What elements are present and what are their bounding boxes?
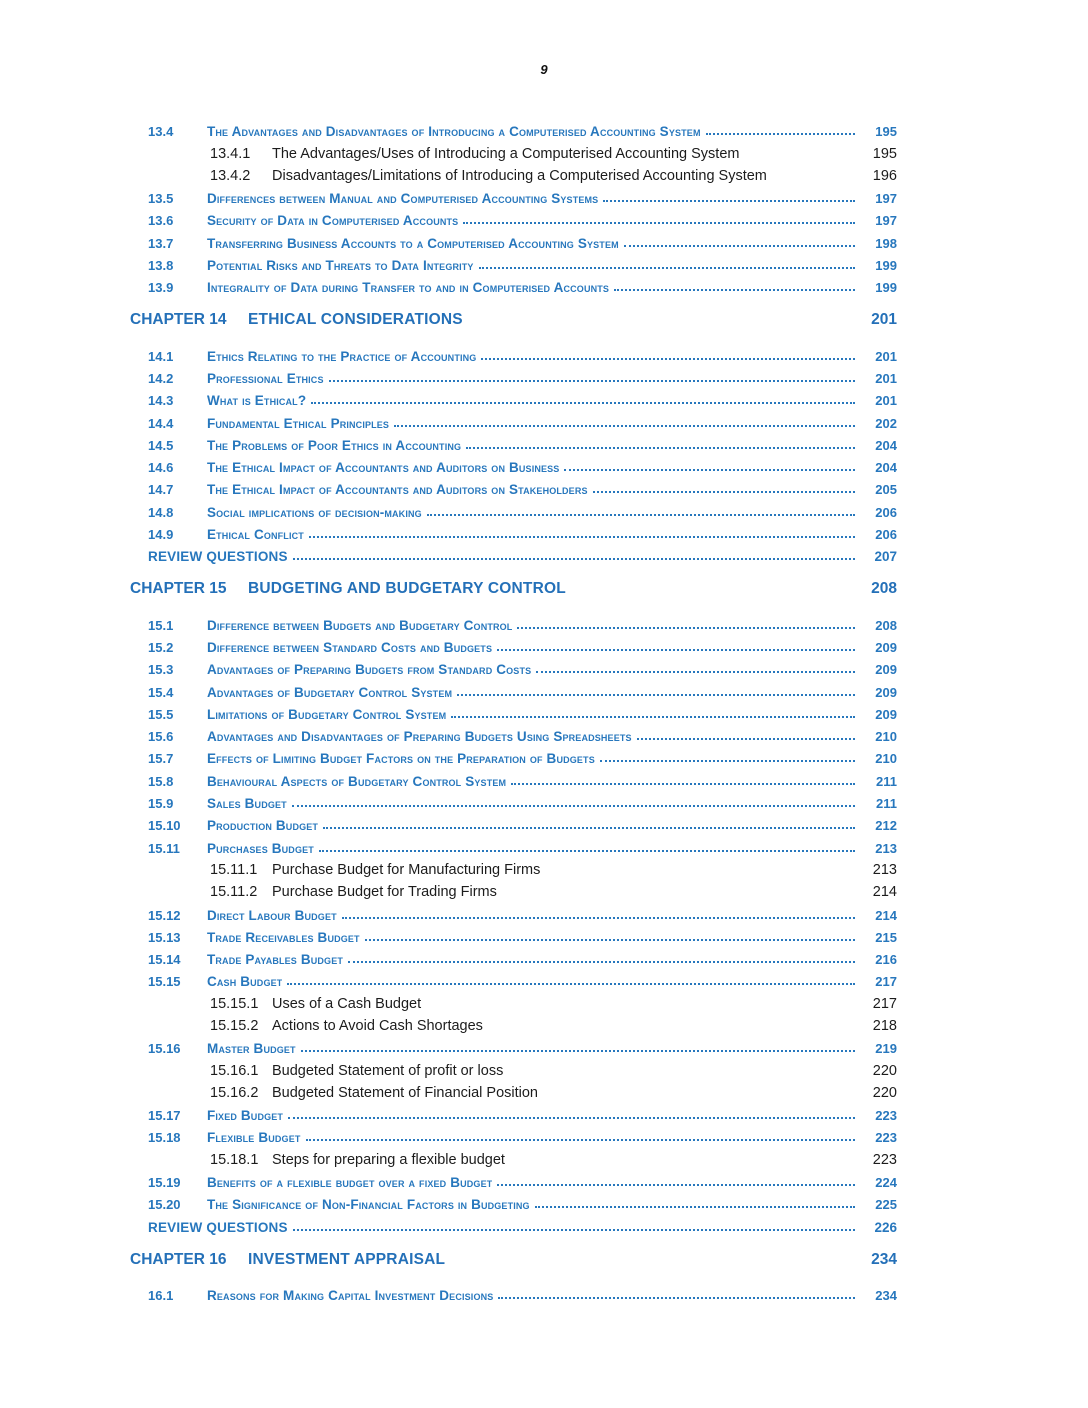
dotted-leader [593, 491, 855, 493]
dotted-leader [293, 558, 855, 560]
toc-entry [130, 969, 897, 991]
toc-entry-number: 15.10 [148, 818, 181, 834]
toc-entry-number: 15.18 [148, 1130, 181, 1146]
toc-entry-number: 13.4 [148, 124, 174, 140]
toc-entry-title: Ethics Relating to the Practice of Accounting [207, 348, 477, 364]
toc-subentry [130, 1147, 897, 1169]
toc-entry-title: Limitations of Budgetary Control System [207, 706, 447, 722]
toc-entry [130, 1192, 897, 1214]
toc-entry-title: Behavioural Aspects of Budgetary Control System [207, 773, 507, 789]
toc-entry-number: 14.6 [148, 460, 174, 476]
toc-entry-page: 234 [875, 1287, 897, 1303]
toc-subentry-page: 195 [872, 145, 897, 162]
toc-subentry-number: 15.16.2 [210, 1084, 259, 1101]
toc-entry-number: 15.4 [148, 684, 174, 700]
toc-entry-title: Advantages of Budgetary Control System [207, 684, 453, 700]
chapter-label: CHAPTER 15 [130, 580, 227, 598]
toc-subentry-page: 218 [872, 1017, 897, 1034]
dotted-leader [365, 939, 855, 941]
dotted-leader [536, 671, 855, 673]
toc-entry-number: 14.7 [148, 482, 174, 498]
toc-subentry-number: 15.16.1 [210, 1062, 259, 1079]
dotted-leader [466, 447, 855, 449]
toc-entry-title: Master Budget [207, 1041, 296, 1057]
dotted-leader [427, 514, 855, 516]
dotted-leader [342, 917, 855, 919]
toc-entry [130, 612, 897, 634]
chapter-page: 234 [871, 1250, 897, 1268]
toc-entry-title: Production Budget [207, 818, 319, 834]
toc-entry-page: 210 [875, 751, 897, 767]
review-questions-page: 226 [874, 1219, 897, 1235]
toc-entry-number: 14.4 [148, 415, 174, 431]
toc-entry-title: Purchases Budget [207, 840, 314, 856]
toc-subentry-title: Budgeted Statement of Financial Position [272, 1084, 538, 1101]
dotted-leader [311, 402, 855, 404]
toc-entry [130, 791, 897, 813]
dotted-leader [323, 827, 855, 829]
toc-entry-page: 204 [875, 460, 897, 476]
toc-entry [130, 679, 897, 701]
toc-entry-number: 15.16 [148, 1041, 181, 1057]
toc-entry-title: Cash Budget [207, 974, 283, 990]
toc-entry-title: Advantages of Preparing Budgets from Standard Costs [207, 662, 532, 678]
toc-entry-number: 15.13 [148, 929, 181, 945]
toc-subentry-title: Uses of a Cash Budget [272, 995, 422, 1012]
toc-subentry-title: Steps for preparing a flexible budget [272, 1151, 505, 1168]
toc-entry [130, 343, 897, 365]
toc-entry-number: 15.17 [148, 1108, 181, 1124]
chapter-title: ETHICAL CONSIDERATIONS [248, 311, 463, 329]
toc-entry-page: 223 [875, 1108, 897, 1124]
toc-entry-page: 209 [875, 662, 897, 678]
toc-entry-title: Ethical Conflict [207, 527, 304, 543]
toc-entry [130, 433, 897, 455]
toc-subentry-number: 13.4.1 [210, 145, 251, 162]
toc-entry-title: Reasons for Making Capital Investment Decisions [207, 1287, 494, 1303]
toc-entry [130, 1036, 897, 1058]
dotted-leader [293, 1229, 855, 1231]
toc-entry-page: 211 [876, 773, 897, 789]
toc-entry-page: 202 [875, 415, 897, 431]
dotted-leader [481, 358, 855, 360]
toc-entry [130, 835, 897, 857]
dotted-leader [394, 425, 855, 427]
toc-entry [130, 388, 897, 410]
toc-subentry-number: 15.11.1 [210, 861, 258, 878]
review-questions-label: REVIEW QUESTIONS [148, 1219, 288, 1235]
dotted-leader [535, 1206, 855, 1208]
toc-entry-number: 15.9 [148, 796, 174, 812]
toc-entry [130, 1283, 897, 1305]
toc-subentry-number: 15.11.2 [210, 884, 258, 901]
dotted-leader [517, 627, 855, 629]
toc-entry-title: Direct Labour Budget [207, 907, 337, 923]
toc-entry-page: 214 [875, 907, 897, 923]
toc-subentry-title: Disadvantages/Limitations of Introducing a Computerised Accounting System [272, 167, 767, 184]
dotted-leader [301, 1050, 855, 1052]
toc-entry-number: 15.5 [148, 706, 174, 722]
toc-entry-number: 15.11 [148, 840, 180, 856]
toc-entry-number: 15.15 [148, 974, 181, 990]
toc-entry-page: 213 [875, 840, 897, 856]
toc-entry [130, 635, 897, 657]
toc-entry-title: The Significance of Non-Financial Factors in Budgeting [207, 1197, 530, 1213]
toc-entry [130, 657, 897, 679]
toc-entry-page: 209 [875, 684, 897, 700]
dotted-leader [292, 805, 855, 807]
toc-chapter-heading [130, 576, 897, 600]
toc-entry-number: 14.2 [148, 370, 174, 386]
toc-entry-page: 217 [875, 974, 897, 990]
toc-entry-number: 14.3 [148, 393, 174, 409]
toc-entry-title: Professional Ethics [207, 370, 324, 386]
toc-entry-number: 13.8 [148, 258, 174, 274]
toc-entry [130, 746, 897, 768]
dotted-leader [288, 1117, 855, 1119]
toc-entry-page: 215 [875, 929, 897, 945]
toc-entry-title: Social implications of decision-making [207, 504, 422, 520]
toc-subentry-number: 15.15.2 [210, 1017, 259, 1034]
chapter-label: CHAPTER 14 [130, 311, 227, 329]
toc-subentry-page: 196 [872, 167, 897, 184]
toc-subentry-title: Purchase Budget for Manufacturing Firms [272, 861, 541, 878]
toc-entry-page: 208 [875, 617, 897, 633]
dotted-leader [614, 289, 855, 291]
page-number: 9 [540, 62, 548, 77]
dotted-leader [497, 649, 855, 651]
dotted-leader [497, 1184, 855, 1186]
toc-entry-page: 197 [875, 191, 897, 207]
toc-entry-page: 211 [876, 796, 897, 812]
toc-entry-page: 210 [875, 729, 897, 745]
toc-review-questions-entry [130, 544, 897, 566]
toc-entry [130, 410, 897, 432]
toc-subentry-page: 214 [872, 884, 897, 901]
toc-entry-title: Integrality of Data during Transfer to and in Computerised Accounts [207, 280, 610, 296]
toc-entry-title: The Ethical Impact of Accountants and Auditors on Stakeholders [207, 482, 588, 498]
toc-entry-page: 201 [875, 370, 897, 386]
toc-entry-page: 201 [875, 348, 897, 364]
toc-entry-number: 15.1 [148, 617, 174, 633]
toc-entry [130, 208, 897, 230]
toc-subentry-title: Budgeted Statement of profit or loss [272, 1062, 504, 1079]
toc-subentry [130, 1081, 897, 1103]
toc-entry-title: Trade Receivables Budget [207, 929, 360, 945]
toc-entry-page: 206 [875, 504, 897, 520]
toc-entry-title: Effects of Limiting Budget Factors on the Preparation of Budgets [207, 751, 595, 767]
toc-entry-page: 204 [875, 437, 897, 453]
toc-entry-page: 224 [875, 1175, 897, 1191]
toc-subentry [130, 880, 897, 902]
toc-subentry-page: 223 [872, 1151, 897, 1168]
toc-entry-title: The Advantages and Disadvantages of Introducing a Computerised Accounting System [207, 124, 701, 140]
toc-entry-number: 15.7 [148, 751, 174, 767]
toc-entry-number: 15.14 [148, 952, 181, 968]
toc-entry-page: 212 [875, 818, 897, 834]
toc-subentry [130, 1014, 897, 1036]
dotted-leader [600, 760, 855, 762]
dotted-leader [498, 1297, 855, 1299]
chapter-title: INVESTMENT APPRAISAL [248, 1250, 446, 1268]
toc-entry-title: What is Ethical? [207, 393, 307, 409]
toc-entry-title: Fundamental Ethical Principles [207, 415, 390, 431]
chapter-page: 208 [871, 580, 897, 598]
toc-entry-number: 13.6 [148, 213, 174, 229]
dotted-leader [603, 200, 855, 202]
toc-subentry-page: 213 [872, 861, 897, 878]
toc-entry-title: Difference between Budgets and Budgetary Control [207, 617, 513, 633]
toc-subentry [130, 991, 897, 1013]
toc-entry-title: The Problems of Poor Ethics in Accounting [207, 437, 462, 453]
toc-entry-page: 225 [875, 1197, 897, 1213]
toc-entry-title: Benefits of a flexible budget over a fixed Budget [207, 1175, 493, 1191]
dotted-leader [463, 222, 855, 224]
toc-entry [130, 522, 897, 544]
dotted-leader [457, 694, 855, 696]
toc-entry-title: The Ethical Impact of Accountants and Auditors on Business [207, 460, 560, 476]
review-questions-label: REVIEW QUESTIONS [148, 549, 288, 565]
toc-entry-title: Advantages and Disadvantages of Preparing Budgets Using Spreadsheets [207, 729, 632, 745]
toc-list [130, 119, 897, 1305]
toc-entry-page: 201 [875, 393, 897, 409]
toc-entry-number: 15.6 [148, 729, 174, 745]
dotted-leader [479, 267, 855, 269]
toc-entry-page: 199 [875, 280, 897, 296]
toc-entry-page: 209 [875, 639, 897, 655]
dotted-leader [706, 133, 855, 135]
toc-entry-number: 15.2 [148, 639, 174, 655]
toc-entry [130, 230, 897, 252]
toc-entry-title: Flexible Budget [207, 1130, 301, 1146]
toc-entry-page: 199 [875, 258, 897, 274]
toc-entry [130, 925, 897, 947]
toc-entry-number: 15.19 [148, 1175, 181, 1191]
toc-entry-number: 15.12 [148, 907, 181, 923]
toc-entry [130, 947, 897, 969]
toc-entry-title: Fixed Budget [207, 1108, 284, 1124]
toc-subentry-number: 15.15.1 [210, 995, 259, 1012]
dotted-leader [348, 961, 855, 963]
toc-entry [130, 477, 897, 499]
toc-entry [130, 253, 897, 275]
toc-entry-title: Sales Budget [207, 796, 287, 812]
toc-entry-number: 14.1 [148, 348, 174, 364]
dotted-leader [329, 380, 855, 382]
dotted-leader [319, 850, 855, 852]
toc-entry-number: 15.8 [148, 773, 174, 789]
toc-entry-number: 15.20 [148, 1197, 181, 1213]
toc-entry [130, 275, 897, 297]
toc-entry [130, 768, 897, 790]
toc-entry-page: 216 [875, 952, 897, 968]
chapter-label: CHAPTER 16 [130, 1250, 227, 1268]
toc-entry-number: 13.9 [148, 280, 174, 296]
toc-subentry-page: 220 [872, 1084, 897, 1101]
dotted-leader [637, 738, 855, 740]
toc-entry [130, 702, 897, 724]
toc-subentry [130, 141, 897, 163]
toc-entry-number: 14.5 [148, 437, 174, 453]
toc-subentry-title: Actions to Avoid Cash Shortages [272, 1017, 483, 1034]
toc-entry [130, 499, 897, 521]
toc-entry-title: Security of Data in Computerised Accounts [207, 213, 459, 229]
toc-entry-number: 14.9 [148, 527, 174, 543]
toc-entry [130, 724, 897, 746]
toc-entry [130, 1170, 897, 1192]
dotted-leader [511, 783, 855, 785]
dotted-leader [287, 983, 855, 985]
toc-subentry [130, 164, 897, 186]
chapter-title: BUDGETING AND BUDGETARY CONTROL [248, 580, 566, 598]
dotted-leader [306, 1139, 855, 1141]
toc-entry-page: 223 [875, 1130, 897, 1146]
toc-entry [130, 902, 897, 924]
toc-entry-number: 15.3 [148, 662, 174, 678]
toc-entry [130, 455, 897, 477]
toc-entry-page: 209 [875, 706, 897, 722]
dotted-leader [309, 536, 855, 538]
toc-subentry-number: 15.18.1 [210, 1151, 259, 1168]
toc-entry [130, 119, 897, 141]
toc-subentry [130, 858, 897, 880]
toc-subentry-page: 220 [872, 1062, 897, 1079]
toc-entry-number: 14.8 [148, 504, 174, 520]
toc-entry-title: Transferring Business Accounts to a Computerised Accounting System [207, 235, 619, 251]
toc-subentry-title: Purchase Budget for Trading Firms [272, 884, 497, 901]
toc-entry-number: 16.1 [148, 1287, 174, 1303]
toc-subentry [130, 1058, 897, 1080]
toc-entry-number: 13.7 [148, 235, 174, 251]
toc-entry-page: 198 [875, 235, 897, 251]
toc-entry-page: 205 [875, 482, 897, 498]
toc-entry-title: Difference between Standard Costs and Budgets [207, 639, 493, 655]
toc-entry-title: Potential Risks and Threats to Data Integrity [207, 258, 474, 274]
toc-entry-page: 219 [875, 1041, 897, 1057]
toc-entry [130, 1103, 897, 1125]
toc-entry-number: 13.5 [148, 191, 174, 207]
toc-entry-page: 195 [875, 124, 897, 140]
dotted-leader [451, 716, 855, 718]
chapter-page: 201 [871, 311, 897, 329]
toc-entry-page: 206 [875, 527, 897, 543]
toc-entry-title: Trade Payables Budget [207, 952, 344, 968]
toc-chapter-heading [130, 1247, 897, 1271]
toc-entry [130, 1125, 897, 1147]
dotted-leader [564, 469, 855, 471]
toc-subentry-number: 13.4.2 [210, 167, 251, 184]
toc-subentry-page: 217 [872, 995, 897, 1012]
toc-entry [130, 186, 897, 208]
toc-entry-title: Differences between Manual and Computerised Accounting Systems [207, 191, 599, 207]
toc-review-questions-entry [130, 1214, 897, 1236]
toc-chapter-heading [130, 307, 897, 331]
toc-entry [130, 366, 897, 388]
toc-entry-page: 197 [875, 213, 897, 229]
toc-entry [130, 813, 897, 835]
review-questions-page: 207 [874, 549, 897, 565]
dotted-leader [624, 245, 855, 247]
toc-subentry-title: The Advantages/Uses of Introducing a Computerised Accounting System [272, 145, 740, 162]
